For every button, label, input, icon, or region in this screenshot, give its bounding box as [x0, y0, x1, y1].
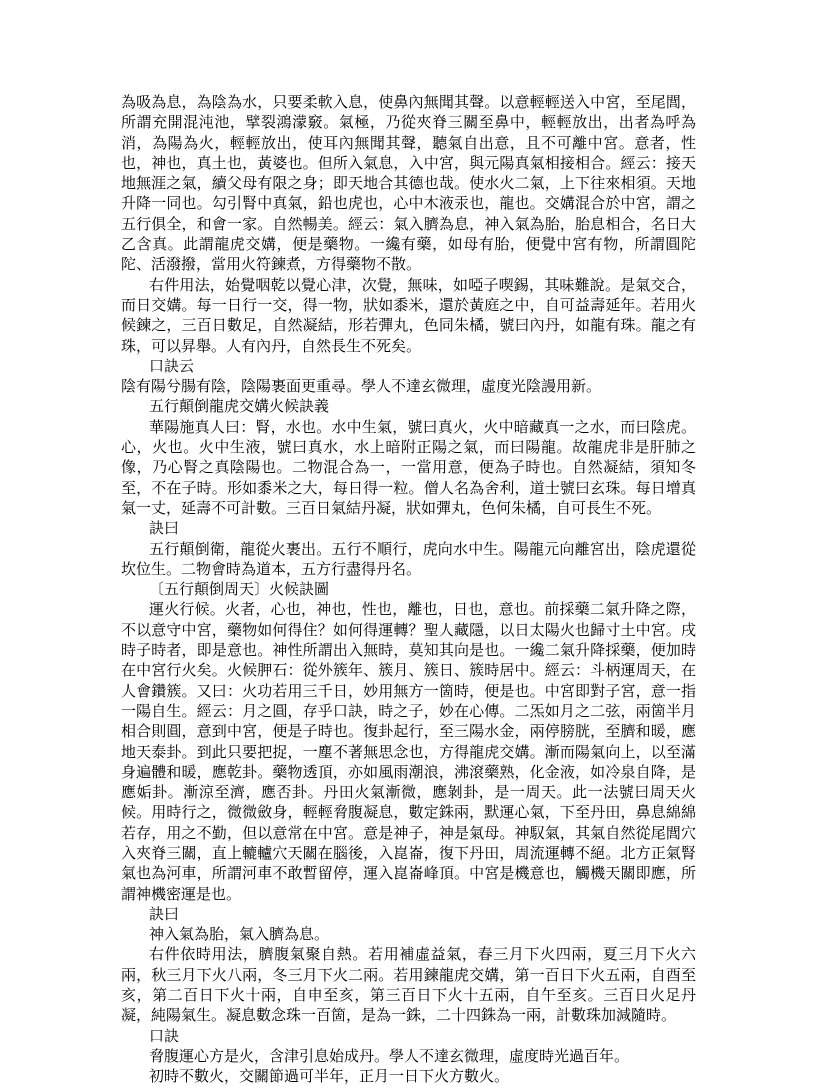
paragraph-method-explanation: 右件用法，始覺咽乾以覺心津，次覺，無味，如啞子喫錫，其味難說。是氣交合，而日交媾。每一日行一交，得一物，狀如黍米，還於黃庭之中，自可益壽延年。若用火候鍊之，三百日數足，自然凝結，形若彈丸，色同朱橘，號曰內丹，如龍有珠。龍之有珠，可以昇舉。人有內丹，自然長生不死矣。 [121, 275, 696, 355]
verse-heart-fire: 脅腹運心方是火，含津引息始成丹。學人不達玄微理，虛度時光過百年。 [149, 1046, 630, 1065]
section-heading-celestial-circuit: 〔五行顛倒周天〕火候訣圖 [149, 580, 330, 599]
verse-yin-yang: 陰有陽兮腸有陰，陰陽裹面更重尋。學人不達玄微理，虛度光陰謾用新。 [121, 377, 602, 396]
paragraph-fire-regulation: 運火行候。火者，心也，神也，性也，離也，日也，意也。前採藥二氣升降之際，不以意守中宮，藥物如何得住？如何得運轉？聖人藏隱，以日太陽火也歸寸土中宮。戌時子時者，即是意也。神性所謂出入無時，莫知其向是也。一纔二氣升降採藥，便加時在中宮行火矣。火候胛石：從外簇年、簇月、簇日、簇時居中。經云：斗柄運周天，在人會鑽簇。又曰：火功若用三千日，妙用無方一箇時，便是也。中宮即對子宮，意一指一陽自生。經云：月之圓，存乎口訣，時之子，妙在心傳。二炁如月之二弦，兩箇半月相合則圓，意到中宮，便是子時也。復卦起行，至三陽水金，兩停膀胱，至臍和暖，應地天泰卦。到此只要把捉，一塵不著無思念也，方得龍虎交媾。漸而陽氣向上，以至滿身遍體和暖，應乾卦。藥物透頂，亦如風雨潮浪，沸滾藥熟，化金液，如冷泉自降，是應姤卦。漸涼至濟，應否卦。丹田火氣漸微，應剝卦，是一周天。此一法號曰周天火候。用時行之，微微斂身，輕輕脅腹凝息，數定銖兩，默運心氣，下至丹田，鼻息綿綿若存，用之不勤，但以意常在中宮。意是神子，神是氣母。神馭氣，其氣自然從尾閭穴入夾脊三關，直上轆轤穴天關在腦後，入崑崙，復下丹田，周流運轉不絕。北方正氣腎氣也為河車，所謂河車不敢暫留停，運入崑崙峰頂。中宮是機意也，觸機天關即應，所謂神機密運是也。 [121, 600, 696, 903]
paragraph-timed-method: 右件依時用法，臍腹氣聚自熱。若用補虛益氣，春三月下火四兩，夏三月下火六兩，秋三月下火八兩，冬三月下火二兩。若用鍊龍虎交媾，第一百日下火五兩，自酉至亥，第二百日下火十兩，自申至亥，第三百日下火十五兩，自午至亥。三百日火足丹凝，純陽氣生。凝息數念珠一百箇，是為一銖，二十四銖為一兩，計數珠加減隨時。 [121, 945, 696, 1025]
section-heading-oral-formula-2: 口訣 [149, 1026, 180, 1045]
paragraph-breath-practice: 為吸為息，為陰為水，只要柔軟入息，使鼻內無聞其聲。以意輕輕送入中宮，至尾閭，所謂充開混沌池，擘裂鴻濛竅。氣極，乃從夾脊三關至鼻中，輕輕放出，出者為呼為消，為陽為火，輕輕放出，使耳內無聞其聲，聽氣自出意，且不可離中宮。意者，性也，神也，真土也，黃婆也。但所入氣息，入中宮，與元陽真氣相接相合。經云：接天地無涯之氣，續父母有限之身；即天地合其德也哉。使水火二氣，上下往來相須。天地升降一同也。勾引腎中真氣，鉛也虎也，心中木液汞也，龍也。交媾混合於中宮，謂之五行俱全，和會一家。自然暢美。經云：氣入臍為息，神入氣為胎，胎息相合，名日大乙含真。此謂龍虎交媾，便是藥物。一纔有藥，如母有胎，便覺中宮有物，所謂圓陀陀、活潑撥，當用火符鍊煮，方得藥物不散。 [121, 93, 696, 274]
section-heading-formula-2: 訣曰 [149, 904, 180, 923]
section-heading-five-phases: 五行顛倒龍虎交媾火候訣義 [149, 397, 330, 416]
section-heading-oral-formula: 口訣云 [149, 356, 195, 375]
verse-spirit-breath: 神入氣為胎，氣入臍為息。 [149, 925, 330, 944]
verse-five-phases-reversed: 五行顛倒衛，龍從火裹出。五行不順行，虎向水中生。陽龍元向離宮出，陰虎還從坎位生。二物會時為道本，五方行盡得丹名。 [121, 539, 696, 578]
section-heading-formula-1: 訣曰 [149, 519, 180, 538]
paragraph-huayang-master: 華陽施真人曰：腎，水也。水中生氣，號曰真火，火中暗藏真一之水，而曰陰虎。心，火也。火中生液，號曰真水，水上暗附正陽之氣，而曰陽龍。故龍虎非是肝肺之像，乃心腎之真陰陽也。二物混合為一，一當用意，便為子時也。自然凝結，須知冬至，不在子時。形如黍米之大，每日得一粒。僧人名為舍利，道士號曰玄珠。每日增真氣一丈，延壽不可計數。三百日氣結丹凝，狀如彈丸，色何朱橘，自可長生不死。 [121, 417, 696, 517]
paragraph-closing-note: 初時不數火，交關節過可半年，正月一日下火方數火。 [149, 1067, 510, 1086]
